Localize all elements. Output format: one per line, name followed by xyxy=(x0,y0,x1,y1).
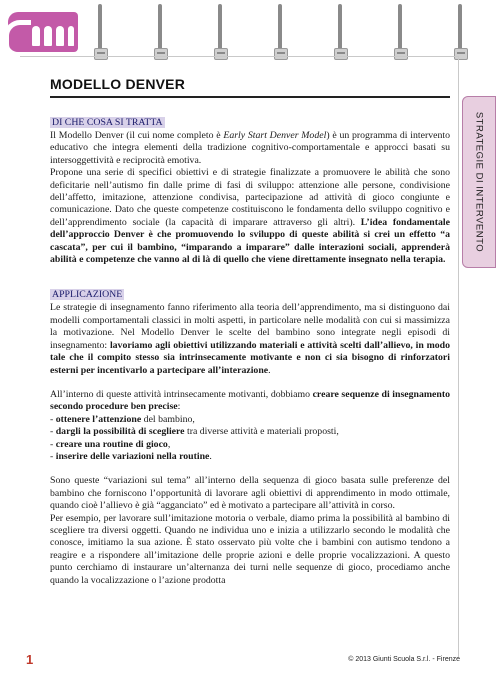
bold-text: creare una routine di gioco xyxy=(55,438,168,450)
paragraph: Sono queste “variazioni sul tema” all’interno della sequenza di gioco basata sulle preferenze del bambino che forniscono l’opportunità di lavorare agli obiettivi di apprendimento in modo ottimale, quando cioè l’allievo è già “agganciato” ed è motivato a partecipare all’attività in corso. xyxy=(50,475,450,512)
text-span: Il Modello Denver (il cui nome completo è xyxy=(50,130,224,141)
paragraph xyxy=(50,389,450,414)
text-span: . xyxy=(209,450,212,462)
page-number: 1 xyxy=(26,652,34,667)
ring-icon xyxy=(392,4,408,60)
model-name-emphasis: Early Start Denver Model xyxy=(223,130,327,141)
title-rule xyxy=(50,96,450,98)
text-span: del bambino, xyxy=(141,413,195,425)
section-title-application: APPLICAZIONE xyxy=(52,289,123,301)
bold-text: ottenere l’attenzione xyxy=(55,413,142,425)
publisher-logo xyxy=(8,12,78,52)
logo-figure-icon xyxy=(68,26,74,46)
copyright: © 2013 Giunti Scuola S.r.l. - Firenze xyxy=(348,656,460,663)
list-item: - ottenere l’attenzione del bambino, xyxy=(50,413,195,425)
text-span: : xyxy=(177,401,181,413)
text-span: All’interno di queste attività intrinsecamente motivanti, dobbiamo xyxy=(50,388,313,400)
notebook-rings xyxy=(80,4,480,64)
paragraph: Per esempio, per lavorare sull’imitazione motoria o verbale, diamo prima la possibilità al bambino di scegliere tra diversi oggetti. Quando ne individua uno e inizia a utilizzarlo secondo le modalità che conosce, imitiamo la sua azione. È stato osservato più volte che i bambini con autismo tendono a reagire e a rispondere all’imitazione delle proprie azioni e delle proprie vocalizzazioni. A questo punto cerchiamo di instaurare un’alternanza dei turni nelle sequenze di gioco, procediamo anche quando la vocalizzazione o l’azione prodotta xyxy=(50,512,450,586)
text-span: ) è un programma di intervento educativo che integra elementi della tradizione cognitivo-comportamentale e approcci basati su intersoggettività e reciprocità emotiva. xyxy=(50,130,451,166)
ring-icon xyxy=(452,4,468,60)
ring-icon xyxy=(332,4,348,60)
key-idea-bold: L’idea fondamentale dell’approccio Denver è che promuovendo lo sviluppo di queste abilità si crei un effetto “a cascata”, per cui il bambino, “imparando a imparare” dalle interazioni sociali, apprenderà abilità e competenze che vanno al di là di quello che viene direttamente insegnato nella terapia. xyxy=(50,216,450,266)
list-item: - inserire delle variazioni nella routine. xyxy=(50,450,212,462)
text-span: , xyxy=(167,438,171,450)
bold-text: creare sequenze di insegnamento secondo procedure ben precise xyxy=(50,388,450,413)
ring-icon xyxy=(92,4,108,60)
text-span: . xyxy=(268,364,271,376)
document-content xyxy=(50,76,450,587)
side-tab-label: STRATEGIE DI INTERVENTO xyxy=(473,111,485,253)
procedure-list xyxy=(50,414,450,464)
page-title: MODELLO DENVER xyxy=(50,76,186,92)
ring-icon xyxy=(212,4,228,60)
paragraph xyxy=(50,302,450,376)
bold-text: dargli la possibilità di scegliere xyxy=(55,426,185,438)
text-span: Propone una serie di specifici obiettivi e di strategie finalizzate a promuovere le abilità che sono deficitarie nell’autismo fin dalle prime di fasi di sviluppo: attenzione alle persone, condivisione dell’affetto, imitazione, attenzione condivisa, partecipazione ad attività di gioco congiunte e comunicazione. Dato che queste competenze costituiscono le fondamenta dello sviluppo cognitivo e dell’apprendimento sociale (la capacità di imparare attraverso gli altri). xyxy=(50,167,450,228)
logo-figure-icon xyxy=(56,26,64,46)
bold-text: inserire delle variazioni nella routine xyxy=(55,450,210,462)
ring-icon xyxy=(152,4,168,60)
logo-c-shape xyxy=(4,20,31,60)
bold-text: lavoriamo agli obiettivi utilizzando materiali e attività scelti dall’allievo, in modo tale che il compito stesso sia intrinsecamente motivante e non ci sia bisogno di rinforzatori esterni per incentivarlo a partecipare all’interazione xyxy=(50,339,450,376)
ring-icon xyxy=(272,4,288,60)
list-item: - dargli la possibilità di scegliere tra diverse attività e materiali proposti, xyxy=(50,426,339,438)
logo-figure-icon xyxy=(44,26,52,46)
paragraph xyxy=(50,130,450,167)
side-tab xyxy=(462,96,496,268)
list-item: - creare una routine di gioco, xyxy=(50,438,171,450)
text-span: tra diverse attività e materiali proposti, xyxy=(184,426,339,438)
logo-figure-icon xyxy=(32,26,40,46)
section-title-what: DI CHE COSA SI TRATTA xyxy=(52,117,163,128)
paragraph xyxy=(50,167,450,266)
text-span: Le strategie di insegnamento fanno riferimento alla teoria dell’apprendimento, ma si distinguono dai modelli comportamentali classici in molti aspetti, in particolare nelle modalità con cui si massimizza la motivazione. Nel Modello Denver le scelte del bambino sono integrate negli episodi di insegnamento: xyxy=(50,302,450,351)
